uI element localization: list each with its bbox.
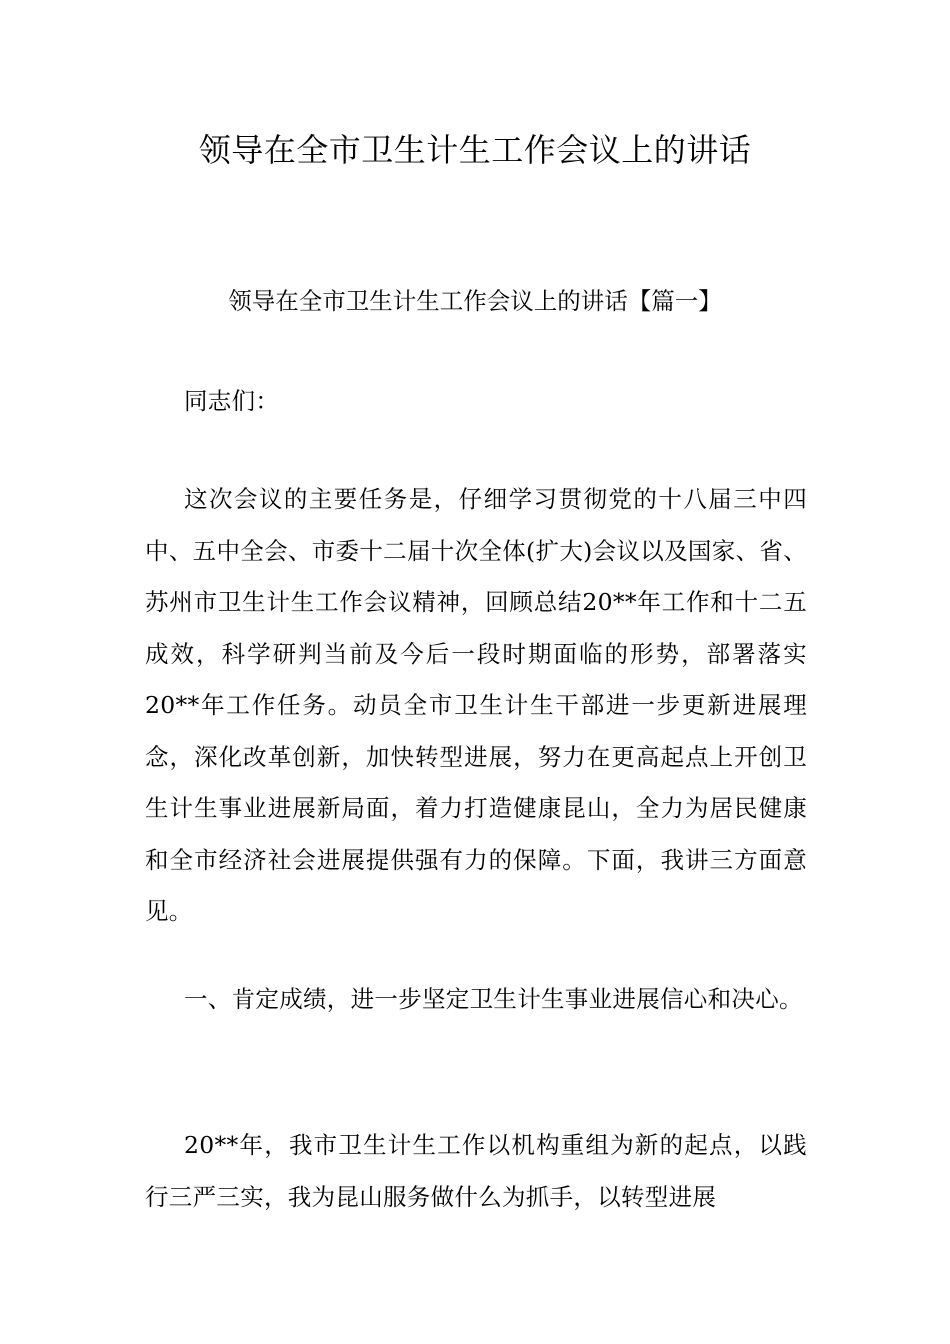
achievements-paragraph: 20**年，我市卫生计生工作以机构重组为新的起点，以践行三严三实，我为昆山服务做什么为抓手，以转型进展 bbox=[145, 1131, 807, 1211]
section-heading-1: 一、肯定成绩，进一步坚定卫生计生事业进展信心和决心。 bbox=[184, 985, 803, 1013]
section-subtitle: 领导在全市卫生计生工作会议上的讲话【篇一】 bbox=[228, 287, 722, 315]
intro-paragraph: 这次会议的主要任务是，仔细学习贯彻党的十八届三中四中、五中全会、市委十二届十次全体(扩大)会议以及国家、省、苏州市卫生计生工作会议精神，回顾总结20**年工作和十二五成效，科学研判当前及今后一段时期面临的形势，部署落实20**年工作任务。动员全市卫生计生干部进一步更新进展理念，深化改革创新，加快转型进展，努力在更高起点上开创卫生计生事业进展新局面，着力打造健康昆山，全力为居民健康和全市经济社会进展提供强有力的保障。下面，我讲三方面意见。 bbox=[145, 485, 807, 925]
document-title: 领导在全市卫生计生工作会议上的讲话 bbox=[198, 131, 752, 169]
greeting-paragraph: 同志们： bbox=[184, 387, 280, 415]
